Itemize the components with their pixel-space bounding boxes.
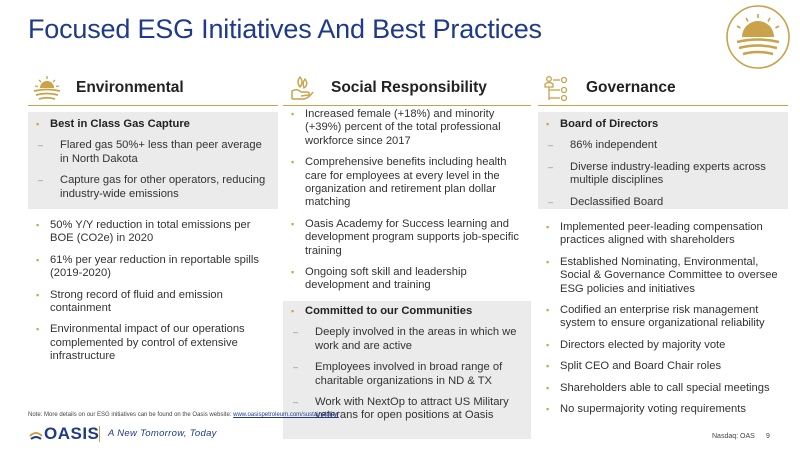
sub-bullet: – Capture gas for other operators, reducing industry-wide emissions (38, 174, 266, 200)
environmental-heading: Environmental (76, 78, 184, 96)
highlight-bullet: ▪ Board of Directors (546, 118, 659, 130)
sub-bullet: – Diverse industry-leading experts across multiple disciplines (548, 160, 766, 187)
list-item: ▪ Shareholders able to call special meetings (546, 381, 770, 394)
org-chart-icon (542, 73, 572, 103)
ticker-label: Nasdaq: OAS (712, 433, 755, 440)
sub-bullet: – Deeply involved in the areas in which we work and are active (293, 326, 517, 352)
sub-bullet: – Employees involved in broad range of charitable organizations in ND & TX (293, 361, 503, 387)
list-item: ▪ 50% Y/Y reduction in total emissions per BOE (CO2e) in 2020 (36, 219, 251, 245)
list-item: ▪ Directors elected by majority vote (546, 338, 726, 351)
governance-column (538, 70, 788, 424)
environmental-header (28, 70, 278, 106)
hand-with-leaves-icon (287, 73, 317, 103)
list-item: ▪ Comprehensive benefits including health care for employees at every level in the organization and retirement plan dollar matching (291, 156, 507, 209)
sun-over-fields-logo-icon (725, 4, 791, 70)
highlight-bullet: ▪ Committed to our Communities (291, 304, 473, 317)
list-item: ▪ Established Nominating, Environmental, Social & Governance Committee to oversee ESG policies and initiatives (546, 255, 778, 295)
environmental-column (28, 70, 278, 372)
environmental-bullets (28, 213, 278, 364)
highlight-bullet: ▪ Best in Class Gas Capture (36, 118, 190, 130)
board-panel (538, 112, 788, 209)
governance-heading: Governance (586, 78, 676, 96)
governance-bullets (538, 215, 788, 416)
list-item: ▪ No supermajority voting requirements (546, 403, 746, 416)
list-item: ▪ Oasis Academy for Success learning and development program supports job-specific training (291, 217, 519, 257)
list-item: ▪ Environmental impact of our operations complemented by control of extensive infrastructure (36, 323, 245, 363)
list-item: ▪ 61% per year reduction in reportable spills (2019-2020) (36, 253, 259, 280)
list-item: ▪ Ongoing soft skill and leadership development and training (291, 266, 467, 292)
social-column (283, 70, 531, 439)
oasis-logo (28, 424, 99, 444)
page-title: Focused ESG Initiatives And Best Practices (28, 14, 542, 44)
sub-bullet: – Declassified Board (548, 195, 664, 208)
footer-divider (99, 426, 100, 442)
list-item: ▪ Implemented peer-leading compensation practices aligned with shareholders (546, 221, 763, 247)
list-item: ▪ Codified an enterprise risk management system to ensure organizational reliability (546, 304, 765, 330)
sub-bullet: – 86% independent (548, 139, 658, 152)
oasis-wordmark: OASIS (44, 424, 100, 443)
social-header (283, 70, 531, 106)
social-bullets (283, 108, 531, 293)
oasis-logo-mark-icon (28, 426, 44, 442)
list-item: ▪ Split CEO and Board Chair roles (546, 360, 722, 373)
governance-header (538, 70, 788, 106)
list-item: ▪ Increased female (+18%) and minority (+39%) percent of the total professional workforce since 2017 (291, 108, 501, 147)
sustainability-link[interactable]: www.oasispetroleum.com/sustainability/ (233, 412, 339, 418)
page-number: 9 (766, 433, 770, 440)
gas-capture-panel (28, 112, 278, 209)
footnote: Note: More details on our ESG initiatives can be found on the Oasis website: www.oasispetroleum.com/sustainability/ (28, 412, 339, 418)
social-heading: Social Responsibility (331, 78, 487, 96)
communities-panel (283, 301, 531, 439)
sub-bullet: – Work with NextOp to attract US Military veterans for open positions at Oasis (293, 395, 509, 422)
sub-bullet: – Flared gas 50%+ less than peer average in North Dakota (38, 139, 262, 165)
list-item: ▪ Strong record of fluid and emission containment (36, 288, 223, 315)
sun-over-fields-icon (32, 73, 62, 103)
tagline: A New Tomorrow, Today (108, 428, 217, 439)
